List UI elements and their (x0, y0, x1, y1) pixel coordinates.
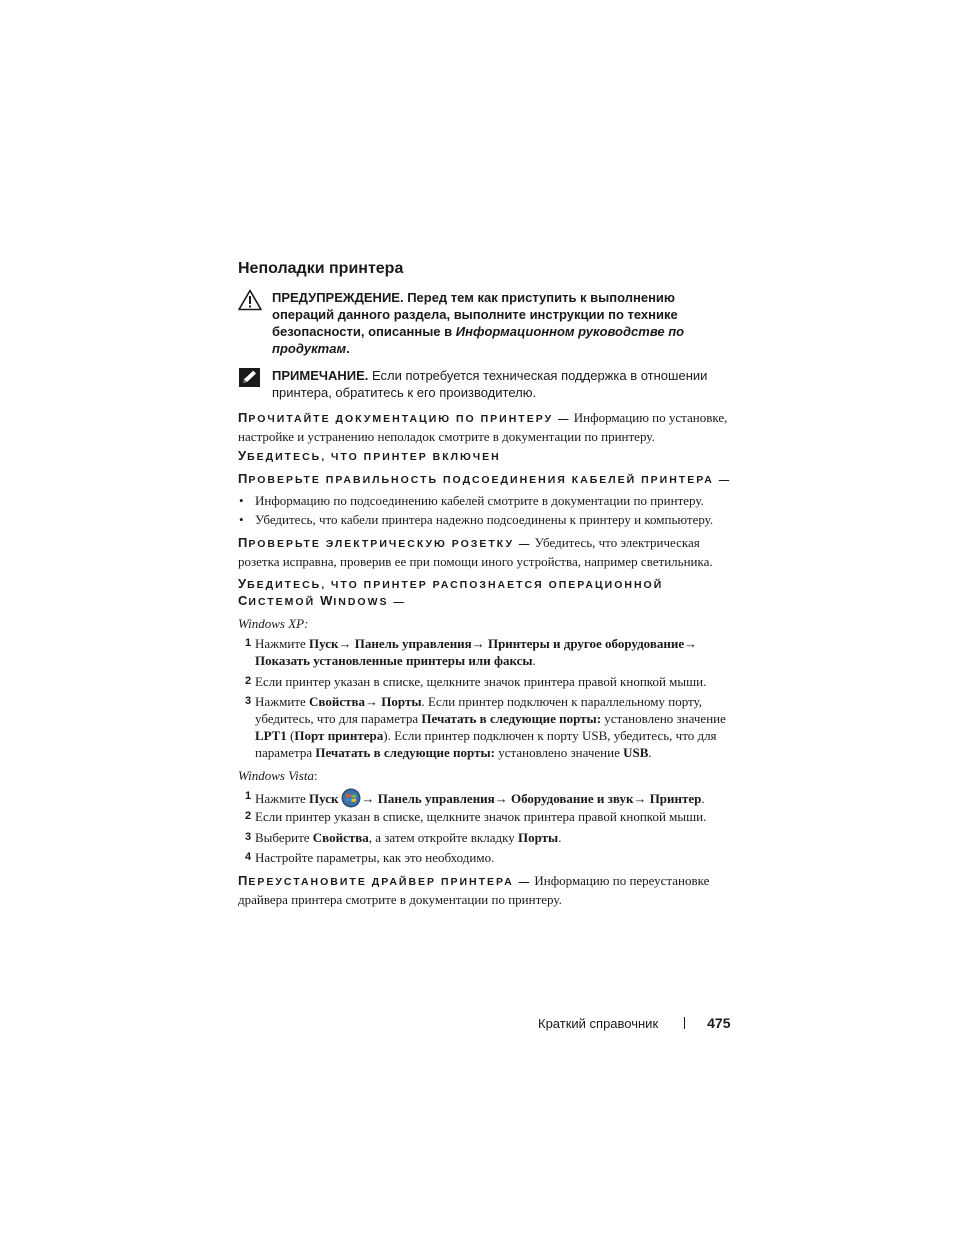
section-windows-recognizes-line2 (238, 592, 738, 611)
list-item: • Информацию по подсоединению кабелей смотрите в документации по принтеру. (239, 493, 704, 508)
warning-label: ПРЕДУПРЕЖДЕНИЕ. (272, 290, 404, 305)
section-heading: ПРОЧИТАЙТЕ ДОКУМЕНТАЦИЮ ПО ПРИНТЕРУ — (238, 410, 571, 425)
page-title: Неполадки принтера (238, 260, 404, 277)
section-printer-on (238, 447, 738, 466)
note-text: ПРИМЕЧАНИЕ. Если потребуется техническая поддержка в отношении принтера, обратитесь к его производителю. (272, 368, 708, 400)
xp-step-2: 2 Если принтер указан в списке, щелкните значок принтера правой кнопкой мыши. (245, 674, 707, 689)
warning-box (238, 289, 738, 357)
pencil-note-icon (238, 367, 262, 389)
section-check-cables (238, 470, 738, 489)
note-label: ПРИМЕЧАНИЕ. (272, 368, 369, 383)
xp-step-1: 1 Нажмите Пуск→ Панель управления→ Принтеры и другое оборудование→ Показать установленные принтеры или факсы. (245, 636, 698, 668)
warning-doc-title: Информационном руководстве по продуктам (272, 324, 685, 356)
section-heading: СИСТЕМОЙ WINDOWS — (238, 593, 406, 608)
footer-title: Краткий справочник (538, 1016, 659, 1031)
section-check-outlet: ПРОВЕРЬТЕ ЭЛЕКТРИЧЕСКУЮ РОЗЕТКУ — Убедитесь, что электрическая розетка исправна, проверив ее при помощи иного устройства, например светильника. (238, 535, 713, 569)
list-item: • Убедитесь, что кабели принтера надежно подсоединены к принтеру и компьютеру. (239, 512, 714, 527)
footer-divider (684, 1017, 685, 1029)
section-heading: ПРОВЕРЬТЕ ЭЛЕКТРИЧЕСКУЮ РОЗЕТКУ — (238, 535, 532, 550)
windows-start-orb-icon (341, 788, 361, 808)
section-heading: УБЕДИТЕСЬ, ЧТО ПРИНТЕР РАСПОЗНАЕТСЯ ОПЕРАЦИОННОЙ (238, 576, 664, 591)
vista-step-1: 1 Нажмите Пуск → Панель управления→ Оборудование и звук→ Принтер. (245, 790, 705, 806)
xp-step-3: 3 Нажмите Свойства→ Порты. Если принтер подключен к параллельному порту, убедитесь, что для параметра Печатать в следующие порты: установлено значение LPT1 (Порт принтера). Если принтер подключен к порту USB, убедитесь, что для параметра Печатать в следующие порты: установлено значение USB. (245, 694, 726, 760)
page-number: 475 (707, 1015, 731, 1031)
note-box (238, 367, 738, 401)
bullet-icon: • (239, 512, 244, 527)
section-heading: УБЕДИТЕСЬ, ЧТО ПРИНТЕР ВКЛЮЧЕН (238, 448, 501, 463)
vista-step-2: 2 Если принтер указан в списке, щелкните значок принтера правой кнопкой мыши. (245, 809, 707, 824)
warning-icon (238, 289, 262, 311)
page-footer (538, 1015, 731, 1031)
windows-xp-label: Windows XP: (238, 616, 309, 631)
vista-step-3: 3 Выберите Свойства, а затем откройте вкладку Порты. (245, 830, 562, 845)
section-read-docs: ПРОЧИТАЙТЕ ДОКУМЕНТАЦИЮ ПО ПРИНТЕРУ — Информацию по установке, настройке и устранению неполадок смотрите в документации по принтеру. (238, 410, 728, 444)
section-heading: ПЕРЕУСТАНОВИТЕ ДРАЙВЕР ПРИНТЕРА — (238, 873, 532, 888)
vista-step-4: 4 Настройте параметры, как это необходимо. (245, 850, 495, 865)
bullet-icon: • (239, 493, 244, 508)
section-reinstall-driver: ПЕРЕУСТАНОВИТЕ ДРАЙВЕР ПРИНТЕРА — Информацию по переустановке драйвера принтера смотрите в документации по принтеру. (238, 873, 710, 907)
windows-vista-label: Windows Vista: (238, 768, 318, 783)
section-heading: ПРОВЕРЬТЕ ПРАВИЛЬНОСТЬ ПОДСОЕДИНЕНИЯ КАБЕЛЕЙ ПРИНТЕРА — (238, 471, 732, 486)
warning-text: ПРЕДУПРЕЖДЕНИЕ. Перед тем как приступить к выполнению операций данного раздела, выполните инструкции по технике безопасности, описанные в Информационном руководстве по продуктам. (272, 290, 685, 356)
